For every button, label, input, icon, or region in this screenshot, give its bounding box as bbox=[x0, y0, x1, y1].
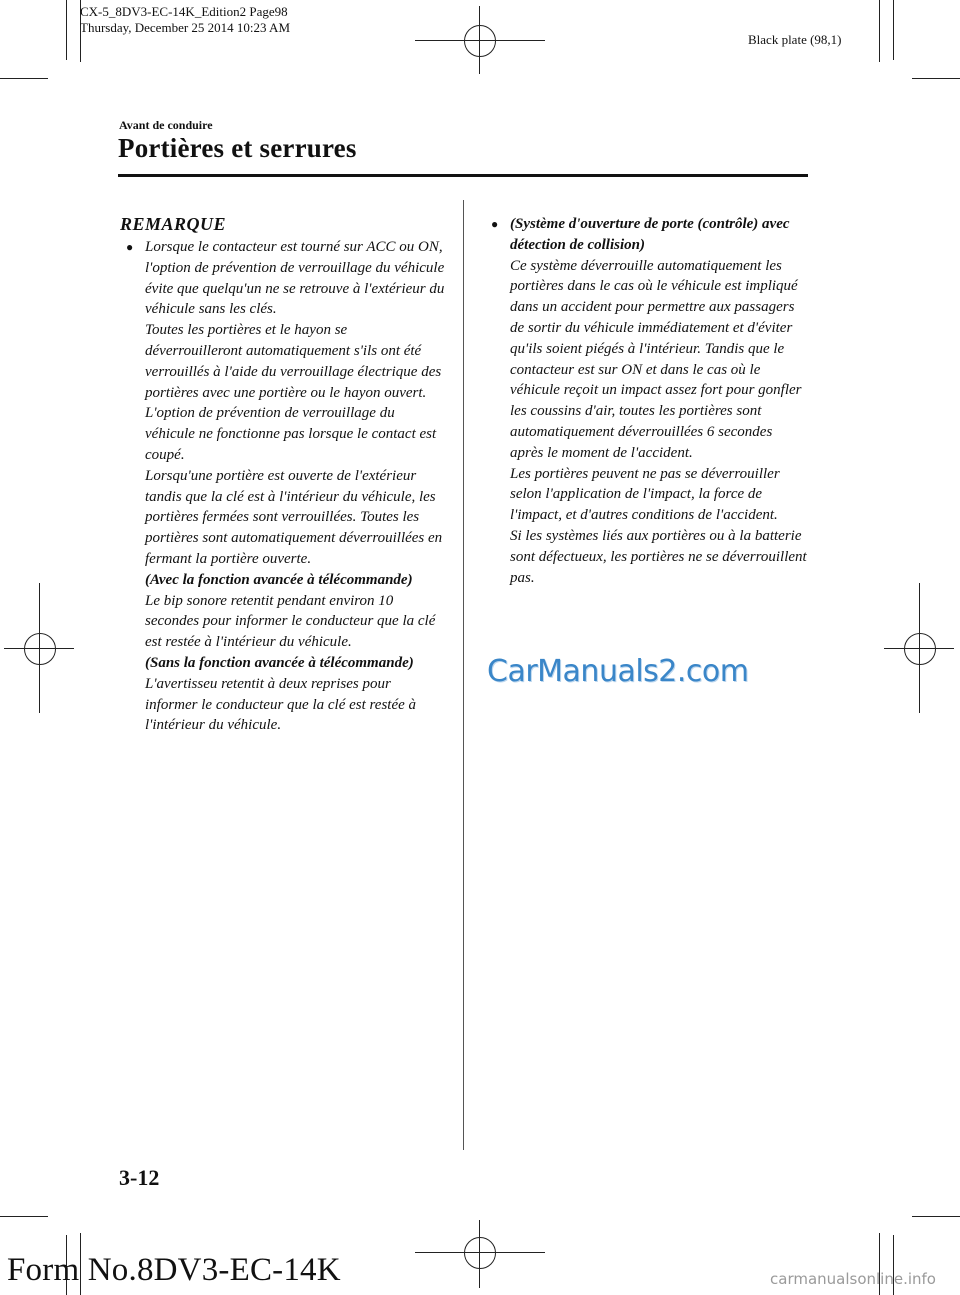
left-column bbox=[125, 237, 445, 736]
column-divider bbox=[463, 200, 464, 1150]
note-paragraph: Lorsqu'une portière est ouverte de l'extérieur tandis que la clé est à l'intérieur du véhicule, les portières fermées sont verrouillées. Toutes les portières sont automatiquement déverrouillées en fermant la portière ouverte. bbox=[145, 467, 443, 567]
collision-item bbox=[490, 214, 808, 588]
note-heading: REMARQUE bbox=[120, 214, 227, 234]
right-column bbox=[490, 214, 808, 588]
site-link[interactable]: carmanualsonline.info bbox=[770, 1270, 936, 1288]
note-item bbox=[125, 237, 445, 736]
bullet-dot-icon: ● bbox=[126, 240, 134, 254]
form-number: Form No.8DV3-EC-14K bbox=[7, 1252, 341, 1288]
file-line: CX-5_8DV3-EC-14K_Edition2 Page98 bbox=[80, 4, 288, 19]
file-info bbox=[80, 4, 290, 36]
collision-paragraph: Si les systèmes liés aux portières ou à la batterie sont défectueux, les portières ne se déverrouillent pas. bbox=[510, 527, 807, 586]
note-paragraph: Le bip sonore retentit pendant environ 10 secondes pour informer le conducteur que la clé est restée à l'intérieur du véhicule. bbox=[145, 592, 436, 651]
page-title: Portières et serrures bbox=[118, 133, 357, 163]
bullet-dot-icon: ● bbox=[491, 217, 499, 231]
note-paragraph: Lorsque le contacteur est tourné sur ACC ou ON, l'option de prévention de verrouillage du véhicule évite que quelqu'un ne se retrouve à l'extérieur du véhicule sans les clés. bbox=[145, 239, 445, 318]
watermark-logo[interactable]: CarManuals2.com bbox=[487, 654, 749, 689]
date-line: Thursday, December 25 2014 10:23 AM bbox=[80, 20, 291, 35]
sub-heading-with-remote: (Avec la fonction avancée à télécommande) bbox=[145, 571, 413, 588]
collision-paragraph: Les portières peuvent ne pas se déverrouiller selon l'application de l'impact, la force de l'impact, et d'autres conditions de l'accident. bbox=[510, 465, 780, 524]
title-rule bbox=[118, 174, 808, 177]
note-paragraph: L'option de prévention de verrouillage du véhicule ne fonctionne pas lorsque le contact est coupé. bbox=[145, 405, 437, 463]
note-paragraph: Toutes les portières et le hayon se déverrouilleront automatiquement s'ils ont été verrouillés à l'aide du verrouillage électrique des portières avec une portière ou le hayon ouvert. bbox=[145, 322, 442, 401]
sub-heading-without-remote: (Sans la fonction avancée à télécommande) bbox=[145, 654, 414, 671]
collision-paragraph: Ce système déverrouille automatiquement les portières dans le cas où le véhicule est impliqué dans un accident pour permettre aux passagers de sortir du véhicule immédiatement et d'éviter qu'ils soient piégés à l'intérieur. Tandis que le contacteur est sur ON et dans le cas où le véhicule reçoit un impact assez fort pour gonfler les coussins d'air, toutes les portières sont automatiquement déverrouillées 6 secondes après le moment de l'accident. bbox=[510, 257, 802, 461]
plate-label: Black plate (98,1) bbox=[748, 32, 842, 47]
collision-heading: (Système d'ouverture de porte (contrôle) avec détection de collision) bbox=[510, 216, 790, 253]
page-number: 3-12 bbox=[119, 1165, 160, 1190]
note-paragraph: L'avertisseu retentit à deux reprises pour informer le conducteur que la clé est restée à l'intérieur du véhicule. bbox=[145, 675, 417, 734]
section-label: Avant de conduire bbox=[119, 118, 213, 132]
